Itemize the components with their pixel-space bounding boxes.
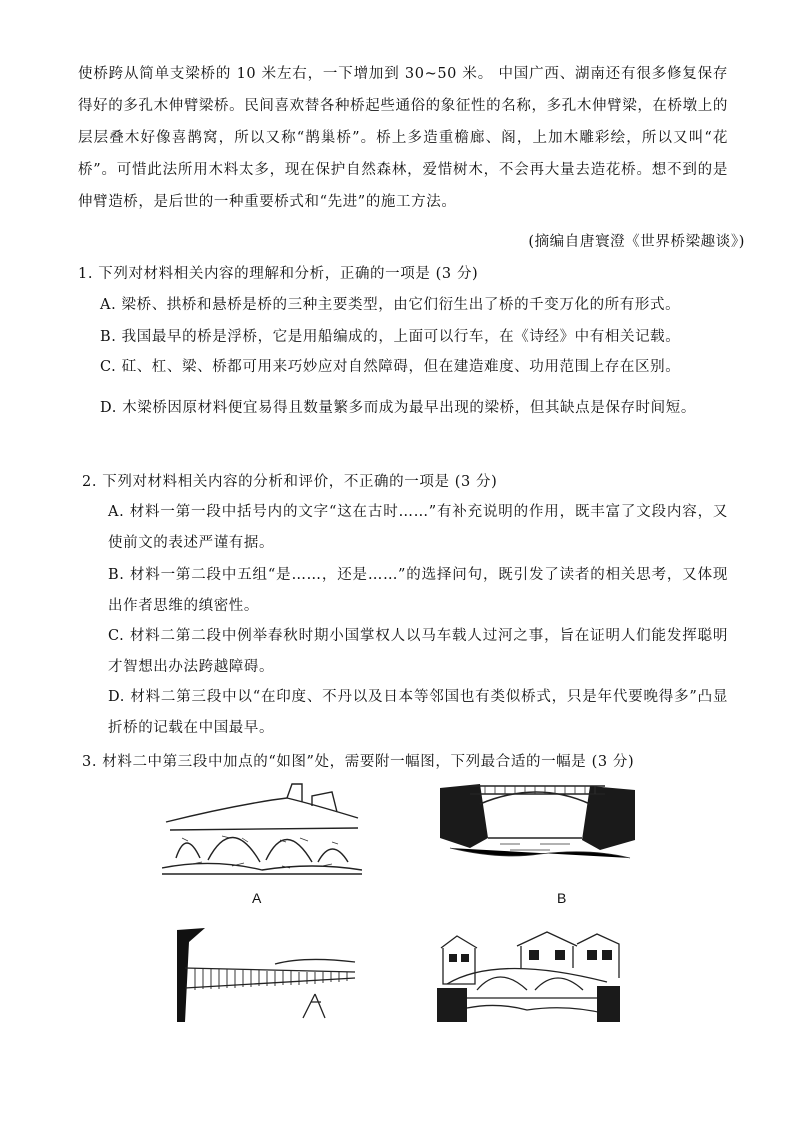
cantilever-bridge-sketch-icon (440, 778, 635, 870)
question-1-option-a: A. 梁桥、拱桥和悬桥是桥的三种主要类型，由它们衍生出了桥的千变万化的所有形式。 (100, 297, 681, 313)
question-2-option-a: A. 材料一第一段中括号内的文字“这在古时……”有补充说明的作用，既丰富了文段内容，又使前文的表述严谨有据。 (108, 504, 728, 551)
passage-paragraph: 使桥跨从简单支梁桥的 10 米左右，一下增加到 30~50 米。 中国广西、湖南还有很多修复保存得好的多孔木伸臂梁桥。民间喜欢替各种桥起些通俗的象征性的名称，多孔木伸臂梁，在桥墩上的层层叠木好像喜鹊窝，所以又称“鹊巢桥”。桥上多造重檐廊、阁，上加木雕彩绘，所以又叫“花桥”。可惜此法所用木料太多，现在保护自然森林，爱惜树木，不会再大量去造花桥。想不到的是伸臂造桥，是后世的一种重要桥式和“先进”的施工方法。 (78, 66, 728, 210)
question-1-option-b: B. 我国最早的桥是浮桥，它是用船编成的，上面可以行车，在《诗经》中有相关记载。 (100, 329, 681, 345)
figure-b-label: B (557, 890, 567, 906)
question-2-option-b: B. 材料一第二段中五组“是……，还是……”的选择问句，既引发了读者的相关思考，又体现出作者思维的缜密性。 (108, 567, 728, 614)
question-2-option-d: D. 材料二第三段中以“在印度、不丹以及日本等邻国也有类似桥式，只是年代要晚得多”凸显折桥的记载在中国最早。 (108, 689, 728, 736)
question-2-option-c: C. 材料二第二段中例举春秋时期小国掌权人以马车载人过河之事，旨在证明人们能发挥聪明才智想出办法跨越障碍。 (108, 628, 728, 675)
passage-source: (摘编自唐寰澄《世界桥梁趣谈》) (528, 234, 745, 250)
wooden-trestle-bridge-sketch-icon (175, 928, 363, 1022)
question-2-stem: 2. 下列对材料相关内容的分析和评价，不正确的一项是 (3 分) (82, 474, 498, 490)
question-3-stem: 3. 材料二中第三段中加点的“如图”处，需要附一幅图，下列最合适的一幅是 (3 分) (82, 754, 635, 770)
stone-arch-bridge-sketch-icon (162, 778, 362, 876)
figure-a-label: A (252, 890, 262, 906)
question-1-option-c: C. 矼、杠、梁、桥都可用来巧妙应对自然障碍，但在建造难度、功用范围上存在区别。 (100, 359, 681, 375)
town-arch-bridge-sketch-icon (437, 928, 620, 1022)
question-1-option-d: D. 木梁桥因原材料便宜易得且数量繁多而成为最早出现的梁桥，但其缺点是保存时间短。 (100, 400, 696, 416)
question-1-stem: 1. 下列对材料相关内容的理解和分析，正确的一项是 (3 分) (78, 266, 479, 282)
